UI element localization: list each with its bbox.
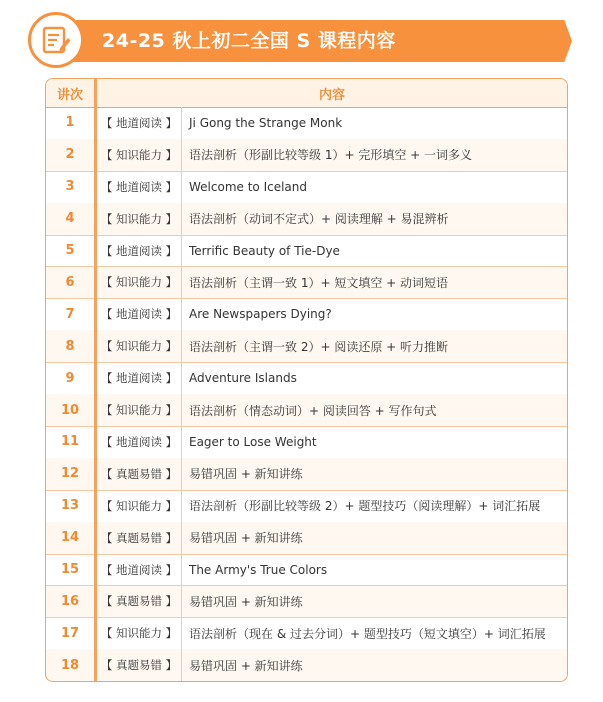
lesson-content (97, 426, 567, 458)
category-tag: 【 知识能力 】 (97, 394, 182, 426)
category-tag: 【 真题易错 】 (97, 458, 182, 490)
lesson-topic: 语法剖析（情态动词）+ 阅读回答 + 写作句式 (189, 403, 437, 418)
category-tag: 【 地道阅读 】 (97, 426, 182, 458)
lesson-topic: Terrific Beauty of Tie-Dye (189, 243, 340, 258)
lesson-content (97, 267, 567, 299)
lesson-content (97, 490, 567, 522)
lesson-topic: Welcome to Iceland (189, 179, 307, 194)
lesson-content (97, 362, 567, 394)
category-tag: 【 地道阅读 】 (97, 171, 182, 203)
category-tag: 【 地道阅读 】 (97, 235, 182, 267)
category-tag: 【 地道阅读 】 (97, 362, 182, 394)
lesson-topic: Adventure Islands (189, 371, 297, 386)
lesson-topic: 语法剖析（形副比较等级 2）+ 题型技巧（阅读理解）+ 词汇拓展 (189, 499, 541, 514)
table-row (46, 522, 567, 555)
lesson-content (97, 139, 567, 171)
lesson-topic: 易错巩固 + 新知讲练 (189, 594, 303, 609)
lesson-number: 7 (65, 306, 75, 322)
page-title: 24-25 秋上初二全国 S 课程内容 (102, 30, 396, 52)
lesson-number: 6 (65, 274, 75, 290)
document-pencil-icon (39, 23, 73, 57)
lesson-topic: Eager to Lose Weight (189, 434, 317, 449)
lesson-number: 15 (60, 562, 80, 578)
category-tag: 【 知识能力 】 (97, 490, 182, 522)
lesson-topic: 易错巩固 + 新知讲练 (189, 531, 303, 546)
lesson-number: 1 (65, 115, 75, 131)
table-row (46, 458, 567, 491)
lesson-number: 8 (65, 338, 75, 354)
lesson-content (97, 649, 567, 681)
category-tag: 【 地道阅读 】 (97, 298, 182, 330)
course-table (45, 78, 568, 682)
logo-badge (28, 12, 84, 68)
lesson-number: 11 (60, 434, 80, 450)
table-row (46, 107, 567, 140)
lesson-number: 4 (65, 211, 75, 227)
table-row (46, 330, 567, 363)
lesson-number: 12 (60, 466, 80, 482)
lesson-topic: 语法剖析（动词不定式）+ 阅读理解 + 易混辨析 (189, 212, 449, 227)
lesson-number: 18 (60, 657, 80, 673)
table-row (46, 490, 567, 523)
lesson-content (97, 394, 567, 426)
table-row (46, 617, 567, 650)
lesson-number: 9 (65, 370, 75, 386)
header-content: 内容 (318, 87, 345, 103)
table-row (46, 586, 567, 619)
lesson-topic: 语法剖析（形副比较等级 1）+ 完形填空 + 一词多义 (189, 148, 473, 163)
category-tag: 【 真题易错 】 (97, 649, 182, 681)
lesson-number: 2 (65, 147, 75, 163)
lesson-topic: 语法剖析（主谓一致 2）+ 阅读还原 + 听力推断 (189, 339, 449, 354)
table-row (46, 235, 567, 268)
table-row (46, 139, 567, 172)
lesson-content (97, 235, 567, 267)
table-row (46, 267, 567, 300)
table-row (46, 426, 567, 459)
lesson-number: 3 (65, 179, 75, 195)
lesson-topic: 语法剖析（主谓一致 1）+ 短文填空 + 动词短语 (189, 275, 449, 290)
category-tag: 【 知识能力 】 (97, 203, 182, 235)
lesson-topic: 语法剖析（现在 & 过去分词）+ 题型技巧（短文填空）+ 词汇拓展 (189, 626, 546, 641)
lesson-content (97, 458, 567, 490)
table-row (46, 171, 567, 204)
lesson-topic: The Army's True Colors (189, 562, 328, 577)
lesson-topic: 易错巩固 + 新知讲练 (189, 658, 303, 673)
table-row (46, 298, 567, 331)
lesson-number: 5 (65, 243, 75, 259)
category-tag: 【 地道阅读 】 (97, 554, 182, 586)
lesson-number: 13 (60, 498, 80, 514)
table-row (46, 203, 567, 236)
table-header-row (46, 79, 567, 108)
table-row (46, 554, 567, 587)
lesson-topic: 易错巩固 + 新知讲练 (189, 467, 303, 482)
lesson-content (97, 586, 567, 618)
header-lesson: 讲次 (56, 87, 83, 103)
category-tag: 【 知识能力 】 (97, 267, 182, 299)
category-tag: 【 地道阅读 】 (97, 107, 182, 139)
lesson-content (97, 171, 567, 203)
lesson-topic: Ji Gong the Strange Monk (189, 115, 343, 130)
lesson-number: 17 (60, 625, 80, 641)
lesson-content (97, 617, 567, 649)
category-tag: 【 真题易错 】 (97, 586, 182, 618)
category-tag: 【 真题易错 】 (97, 522, 182, 554)
lesson-content (97, 330, 567, 362)
lesson-content (97, 522, 567, 554)
category-tag: 【 知识能力 】 (97, 139, 182, 171)
column-divider (94, 79, 97, 681)
lesson-content (97, 203, 567, 235)
lesson-content (97, 554, 567, 586)
lesson-number: 14 (60, 530, 80, 546)
lesson-content (97, 298, 567, 330)
table-row (46, 394, 567, 427)
lesson-number: 10 (60, 402, 80, 418)
category-tag: 【 知识能力 】 (97, 617, 182, 649)
lesson-number: 16 (60, 593, 80, 609)
lesson-content (97, 107, 567, 139)
table-row (46, 649, 567, 681)
table-row (46, 362, 567, 395)
lesson-topic: Are Newspapers Dying? (189, 307, 332, 322)
category-tag: 【 知识能力 】 (97, 330, 182, 362)
